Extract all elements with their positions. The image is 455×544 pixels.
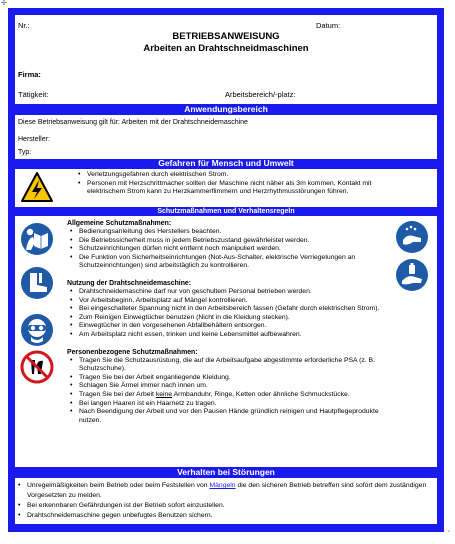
nutzung-item: • Am Arbeitsplatz nicht essen, trinken und keine Lebensmittel aufbewahren. xyxy=(67,331,389,340)
person-item xyxy=(67,391,389,400)
stoerungen-panel xyxy=(15,478,437,524)
page-end-marker-icon: ▫ xyxy=(447,529,450,535)
person-item-text: Armbanduhr, Ringe, Ketten oder ähnliche Schmuckstücke. xyxy=(172,390,350,398)
document-title: BETRIEBSANWEISUNG xyxy=(172,31,280,42)
stoerungen-item xyxy=(15,481,433,500)
schutz-panel xyxy=(15,216,437,467)
person-item-text: Tragen Sie bei der Arbeit xyxy=(79,390,156,398)
gefahren-heading: Gefahren für Mensch und Umwelt xyxy=(158,158,294,168)
allgemein-item: • Die Funktion von Sicherheitseinrichtungen (Not-Aus-Schalter, elektrische Verriegelungen an Schutzeinrichtungen) sind arbeitstäglich zu kontrollieren. xyxy=(67,254,389,271)
keine-emphasis: keine xyxy=(155,390,173,398)
document-subtitle: Arbeiten an Drahtschneidmaschinen xyxy=(143,43,309,54)
nutzung-item: • Zum Reinigen Einwegtücher benutzen (Nicht in die Kleidung stecken). xyxy=(67,314,389,323)
stoerungen-item: • Bei erkennbaren Gefährdungen ist der Betrieb sofort einzustellen. xyxy=(15,500,433,511)
schutz-heading: Schutzmaßnahmen und Verhaltensregeln xyxy=(157,208,295,215)
gefahren-item: • Verletzungsgefahren durch elektrischen Strom. xyxy=(75,171,395,180)
safety-glasses-icon xyxy=(20,313,54,347)
person-list xyxy=(67,357,389,426)
read-manual-icon xyxy=(20,222,54,256)
stoerungen-item-text: Unregelmäßigkeiten beim Betrieb oder beim Feststellen von xyxy=(27,482,210,489)
datum-label: Datum: xyxy=(316,21,341,30)
warning-electricity-icon xyxy=(20,171,54,203)
move-handle-icon[interactable]: ✢ xyxy=(1,0,7,7)
maengeln-link[interactable]: Mängeln xyxy=(209,482,236,489)
wash-hands-icon xyxy=(395,220,429,254)
person-item: • Tragen Sie die Schutzausrüstung, die auf die Arbeitsaufgabe abgestimmte erforderliche PSA (z. B. Schutzschuhe). xyxy=(67,357,389,374)
nutzung-item: • Bei eingeschalteter Spannung nicht in den Arbeitsbereich fassen (Gefahr durch elektrischen Strom). xyxy=(67,305,389,314)
safety-shoes-icon xyxy=(20,266,54,300)
anwendungsbereich-text: Diese Betriebsanweisung gilt für: Arbeiten mit der Drahtschneidemaschine xyxy=(18,119,248,126)
gefahren-panel xyxy=(15,169,437,207)
allgemein-item: • Schutzeinrichtungen dürfen nicht entfernt noch manipuliert werden. xyxy=(67,245,389,254)
allgemein-title: Allgemeine Schutzmaßnahmen: xyxy=(67,220,172,227)
hand-cream-icon xyxy=(395,258,429,292)
allgemein-item: • Bedienungsanleitung des Herstellers beachten. xyxy=(67,228,389,237)
stoerungen-heading: Verhalten bei Störungen xyxy=(177,467,275,477)
stoerungen-list xyxy=(15,481,433,521)
anwendungsbereich-heading: Anwendungsbereich xyxy=(184,104,268,114)
stoerungen-item: • Drahtschneidemaschine gegen unbefugtes Benutzen sichern. xyxy=(15,511,433,521)
nutzung-item: • Einwegtücher in den vorgesehenen Abfallbehältern entsorgen. xyxy=(67,322,389,331)
person-item: • Schlagen Sie Ärmel immer nach innen um. xyxy=(67,382,389,391)
nutzung-title: Nutzung der Drahtschneidemaschine: xyxy=(67,279,192,287)
gefahren-item: • Personen mit Herzschrittmacher sollten der Maschine nicht näher als 3m kommen, Kontakt mit elektrischem Strom kann zu Herzkammerflimmern und Herzrhythmusstörungen führen. xyxy=(75,180,395,197)
stoerungen-item-text: die den sicheren Betrieb betreffen sind sofort dem zuständigen Vorgesetzten zu melden. xyxy=(27,482,427,499)
no-food-drink-icon xyxy=(20,350,54,384)
firma-label: Firma: xyxy=(18,70,41,79)
typ-label: Typ: xyxy=(18,149,32,156)
hersteller-label: Hersteller: xyxy=(18,136,50,143)
allgemein-item: • Die Betriebssicherheit muss in jedem Betriebszustand gewährleistet werden. xyxy=(67,237,389,246)
allgemein-list xyxy=(67,228,389,271)
nutzung-item: • Drahtschneidemaschine darf nur von geschultem Personal betrieben werden. xyxy=(67,288,389,297)
arbeitsbereich-label: Arbeitsbereich/-platz: xyxy=(225,90,296,99)
header-panel xyxy=(15,15,437,104)
schutz-text-column xyxy=(67,219,389,425)
nutzung-list xyxy=(67,288,389,340)
operating-instructions-sheet xyxy=(8,8,444,532)
person-item: • Tragen Sie bei der Arbeit enganliegende Kleidung. xyxy=(67,374,389,383)
person-title: Personenbezogene Schutzmaßnahmen: xyxy=(67,348,198,356)
gefahren-list xyxy=(75,171,395,197)
nr-label: Nr.: xyxy=(18,21,30,30)
nutzung-item: • Vor Arbeitsbeginn, Arbeitsplatz auf Mängel kontrollieren. xyxy=(67,297,389,306)
person-item: • Bei langen Haaren ist ein Haarnetz zu tragen. xyxy=(67,400,389,409)
taetigkeit-label: Tätigkeit: xyxy=(18,90,49,99)
anwendungsbereich-panel xyxy=(15,115,437,159)
person-item: • Nach Beendigung der Arbeit und vor den Pausen Hände gründlich reinigen und Hautpflegeprodukte nutzen. xyxy=(67,408,389,425)
